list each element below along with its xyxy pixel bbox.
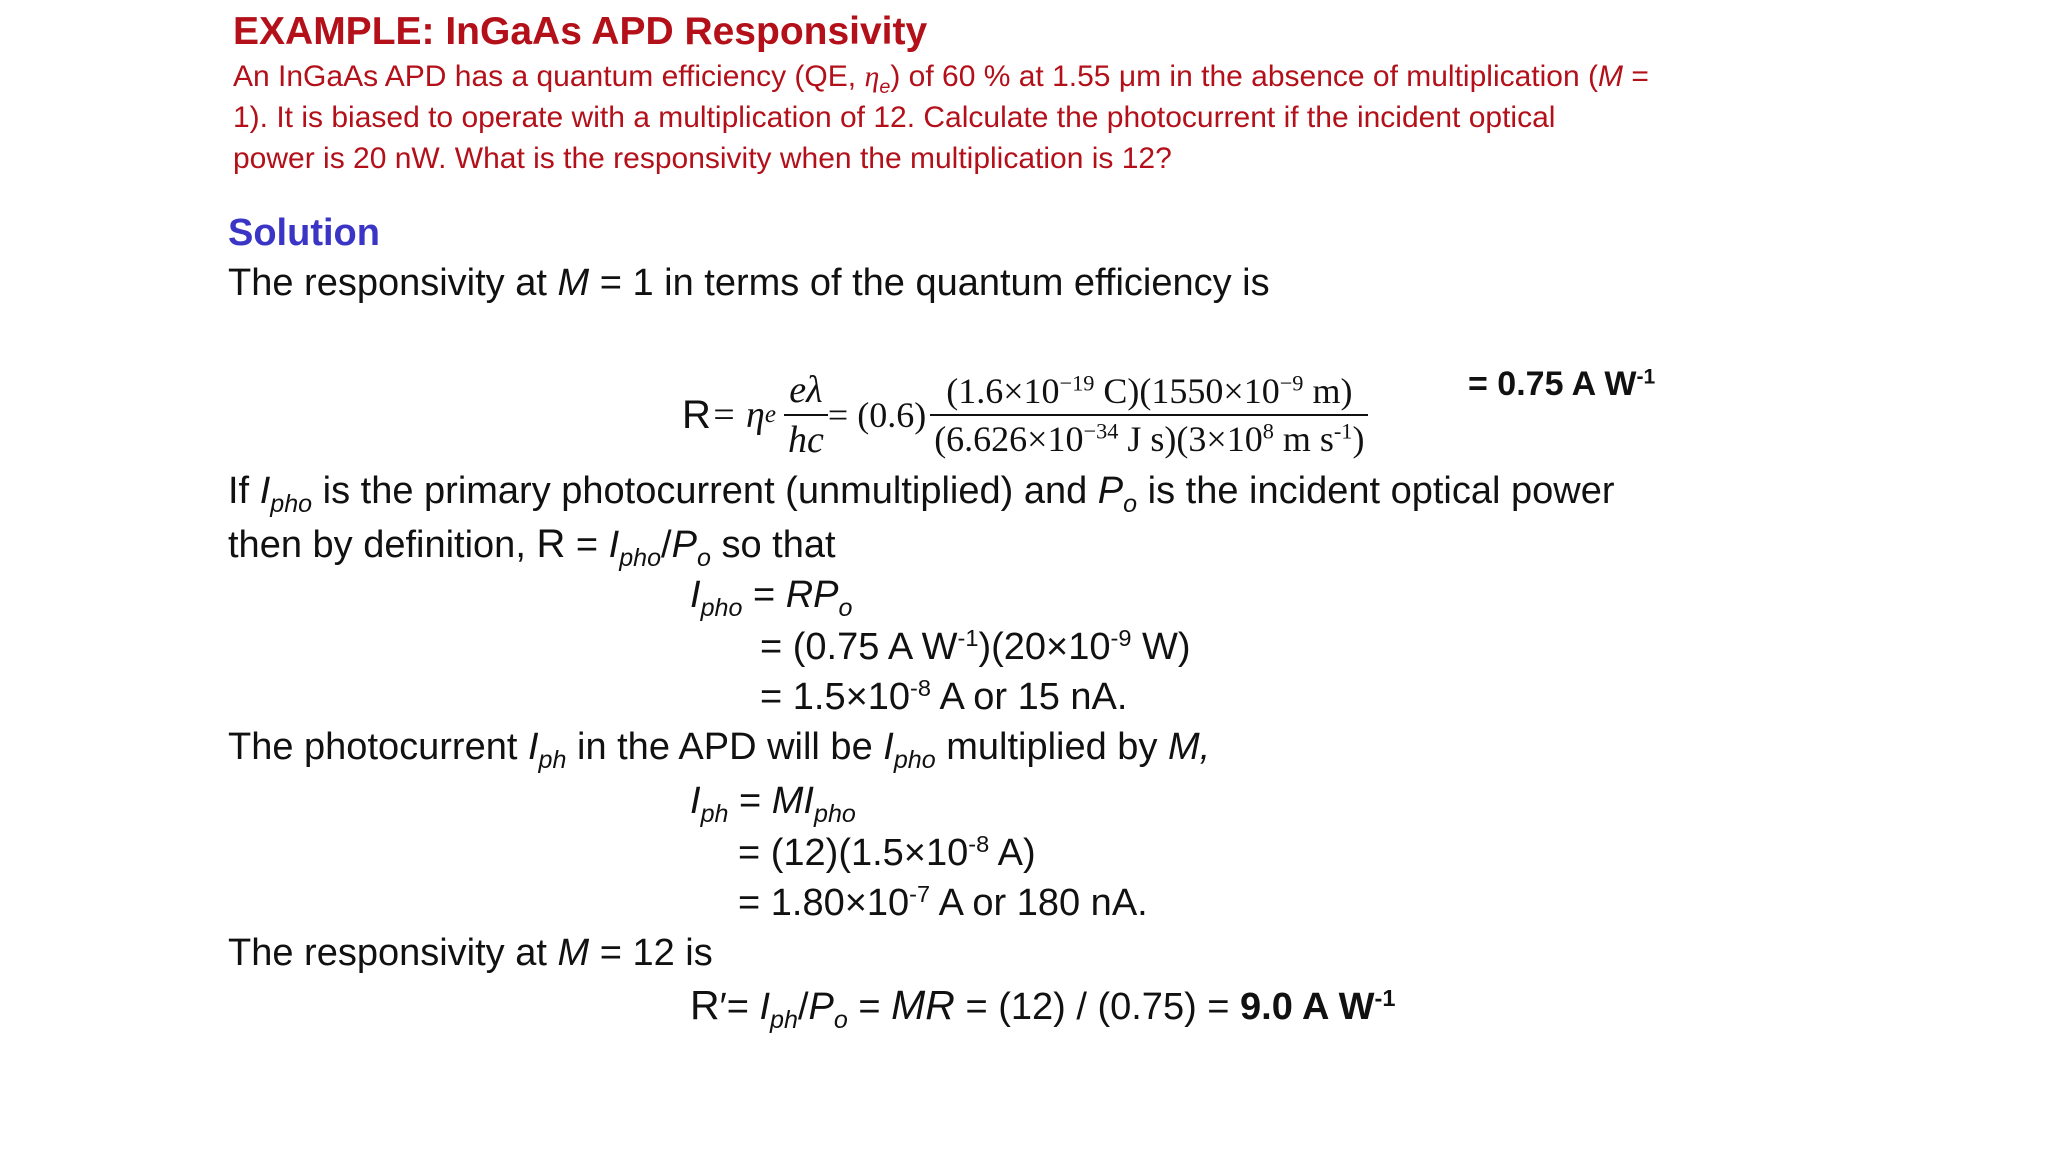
text: then by definition, — [228, 524, 537, 566]
i-symbol: I — [259, 470, 271, 512]
text: (1.6×10 — [946, 371, 1060, 411]
m-symbol: M — [557, 932, 590, 974]
photocurrent-eq-1 — [690, 780, 856, 828]
m-symbol: M — [1598, 60, 1623, 93]
text: A or 15 nA. — [930, 676, 1128, 718]
eta-subscript: e — [879, 75, 891, 98]
text: = — [847, 986, 892, 1028]
definition-line-1 — [228, 470, 1615, 518]
photocurrent-eq-2 — [738, 832, 1036, 875]
r-symbol: R — [682, 392, 711, 437]
mi-symbol: MI — [771, 780, 814, 822]
solution-intro — [228, 262, 1270, 305]
exponent: -8 — [968, 831, 990, 858]
text: m s — [1273, 419, 1334, 459]
text: = 1.80×10 — [738, 882, 910, 924]
exponent: -1 — [1333, 418, 1353, 444]
text: = — [726, 986, 760, 1028]
text: The responsivity at — [228, 932, 558, 974]
text: / — [661, 524, 672, 566]
problem-line-3: power is 20 nW. What is the responsivity when the multiplication is 12? — [233, 142, 1172, 175]
prime-mark: ′ — [719, 986, 727, 1028]
p-symbol: P — [671, 524, 697, 566]
text: = (12) / (0.75) = — [954, 986, 1241, 1028]
subscript: o — [1123, 489, 1138, 518]
exponent: -7 — [909, 881, 931, 908]
text: = (0.75 A W — [760, 626, 958, 668]
exponent: −34 — [1083, 418, 1119, 444]
subscript: o — [833, 1005, 848, 1034]
i-symbol: I — [690, 780, 701, 822]
responsivity-m12-line — [228, 932, 713, 975]
fraction-denominator: hc — [788, 419, 824, 461]
exponent: −19 — [1059, 370, 1095, 396]
subscript: pho — [700, 593, 743, 622]
primary-photocurrent-eq-1 — [690, 574, 853, 622]
result-text: 9.0 A W — [1240, 986, 1375, 1028]
exponent: 8 — [1262, 418, 1274, 444]
e-lambda-over-hc — [784, 368, 828, 462]
subscript: pho — [619, 543, 662, 572]
subscript: pho — [270, 489, 313, 518]
text: m) — [1303, 371, 1353, 411]
text: / — [797, 986, 809, 1028]
subscript: ph — [538, 745, 567, 774]
i-symbol: I — [527, 726, 539, 768]
p-symbol: P — [808, 986, 834, 1028]
exponent: -9 — [1110, 625, 1132, 652]
p-symbol: P — [1097, 470, 1124, 512]
text: C)(1550×10 — [1094, 371, 1280, 411]
text: is the primary photocurrent (unmultiplied) and — [312, 470, 1098, 512]
text: (6.626×10 — [934, 419, 1084, 459]
text: J s)(3×10 — [1118, 419, 1263, 459]
text: If — [228, 470, 260, 512]
responsivity-m12-equation — [690, 982, 1396, 1034]
subscript: ph — [700, 799, 729, 828]
numeric-fraction — [930, 370, 1368, 460]
text: = 12 is — [589, 932, 713, 974]
exponent: -8 — [910, 675, 931, 702]
text: = — [742, 574, 786, 616]
text: )(20×10 — [978, 626, 1111, 668]
exponent: -1 — [1374, 985, 1396, 1012]
solution-heading: Solution — [228, 212, 380, 254]
problem-text: An InGaAs APD has a quantum efficiency (QE, — [233, 60, 865, 93]
primary-photocurrent-eq-2 — [760, 626, 1191, 669]
text: = 1 in terms of the quantum efficiency is — [589, 262, 1270, 304]
problem-text: = — [1623, 60, 1649, 93]
i-symbol: I — [690, 574, 701, 616]
example-title: EXAMPLE: InGaAs APD Responsivity — [233, 10, 928, 53]
responsivity-equation: R = η e $\frac{e\lambda}{hc}$ = (0.6) $\frac{(1.6\times 10^{-19} C)(1550\times 10^{-9} m)}{(6.626\times 10^{-34} J s)(3\times 10^8 m s^{-1})}$ — [682, 360, 1368, 470]
r-symbol: R — [690, 982, 720, 1028]
text: multiplied by — [935, 726, 1168, 768]
text: = 1.5×10 — [760, 676, 911, 718]
primary-photocurrent-eq-3 — [760, 676, 1127, 719]
subscript: o — [838, 593, 853, 622]
text: in the APD will be — [566, 726, 884, 768]
text: The responsivity at — [228, 262, 558, 304]
subscript: ph — [770, 1005, 798, 1034]
text: The photocurrent — [228, 726, 528, 768]
m-symbol: M, — [1168, 726, 1211, 768]
r-symbol: R — [536, 522, 566, 566]
i-symbol: I — [608, 524, 620, 566]
exponent: −9 — [1279, 370, 1304, 396]
photocurrent-eq-3 — [738, 882, 1148, 925]
text: W) — [1131, 626, 1191, 668]
m-symbol: M — [557, 262, 590, 304]
problem-line-1 — [233, 56, 1793, 97]
fraction-numerator: eλ — [784, 368, 828, 416]
text: ) — [1352, 419, 1365, 459]
exponent: -1 — [1636, 365, 1656, 389]
problem-text: ) of 60 % at 1.55 μm in the absence of multiplication ( — [890, 60, 1598, 93]
definition-line-2 — [228, 522, 836, 572]
text: = — [728, 780, 772, 822]
rp-symbol: RP — [785, 574, 839, 616]
exponent: -1 — [957, 625, 979, 652]
subscript: o — [696, 543, 711, 572]
subscript: pho — [893, 745, 936, 774]
photocurrent-line — [228, 726, 1211, 774]
text: = (12)(1.5×10 — [738, 832, 969, 874]
problem-line-2: 1). It is biased to operate with a multiplication of 12. Calculate the photocurrent if the incident optical — [233, 101, 1556, 134]
i-symbol: I — [759, 986, 771, 1028]
numeric-numerator — [930, 370, 1368, 416]
problem-statement — [233, 56, 1793, 179]
responsivity-result — [1468, 365, 1655, 404]
eta-symbol: η — [864, 60, 880, 93]
text: A or 180 nA. — [930, 882, 1148, 924]
eta-term: = η — [710, 394, 765, 436]
mr-symbol: MR — [891, 982, 955, 1028]
text: so that — [710, 524, 836, 566]
text: is the incident optical power — [1137, 470, 1615, 512]
result-text: = 0.75 A W — [1468, 365, 1637, 403]
qe-value: = (0.6) — [827, 395, 927, 435]
text: A) — [989, 832, 1036, 874]
i-symbol: I — [883, 726, 894, 768]
text: = — [565, 524, 609, 566]
numeric-denominator — [930, 416, 1368, 460]
subscript: pho — [814, 799, 856, 828]
